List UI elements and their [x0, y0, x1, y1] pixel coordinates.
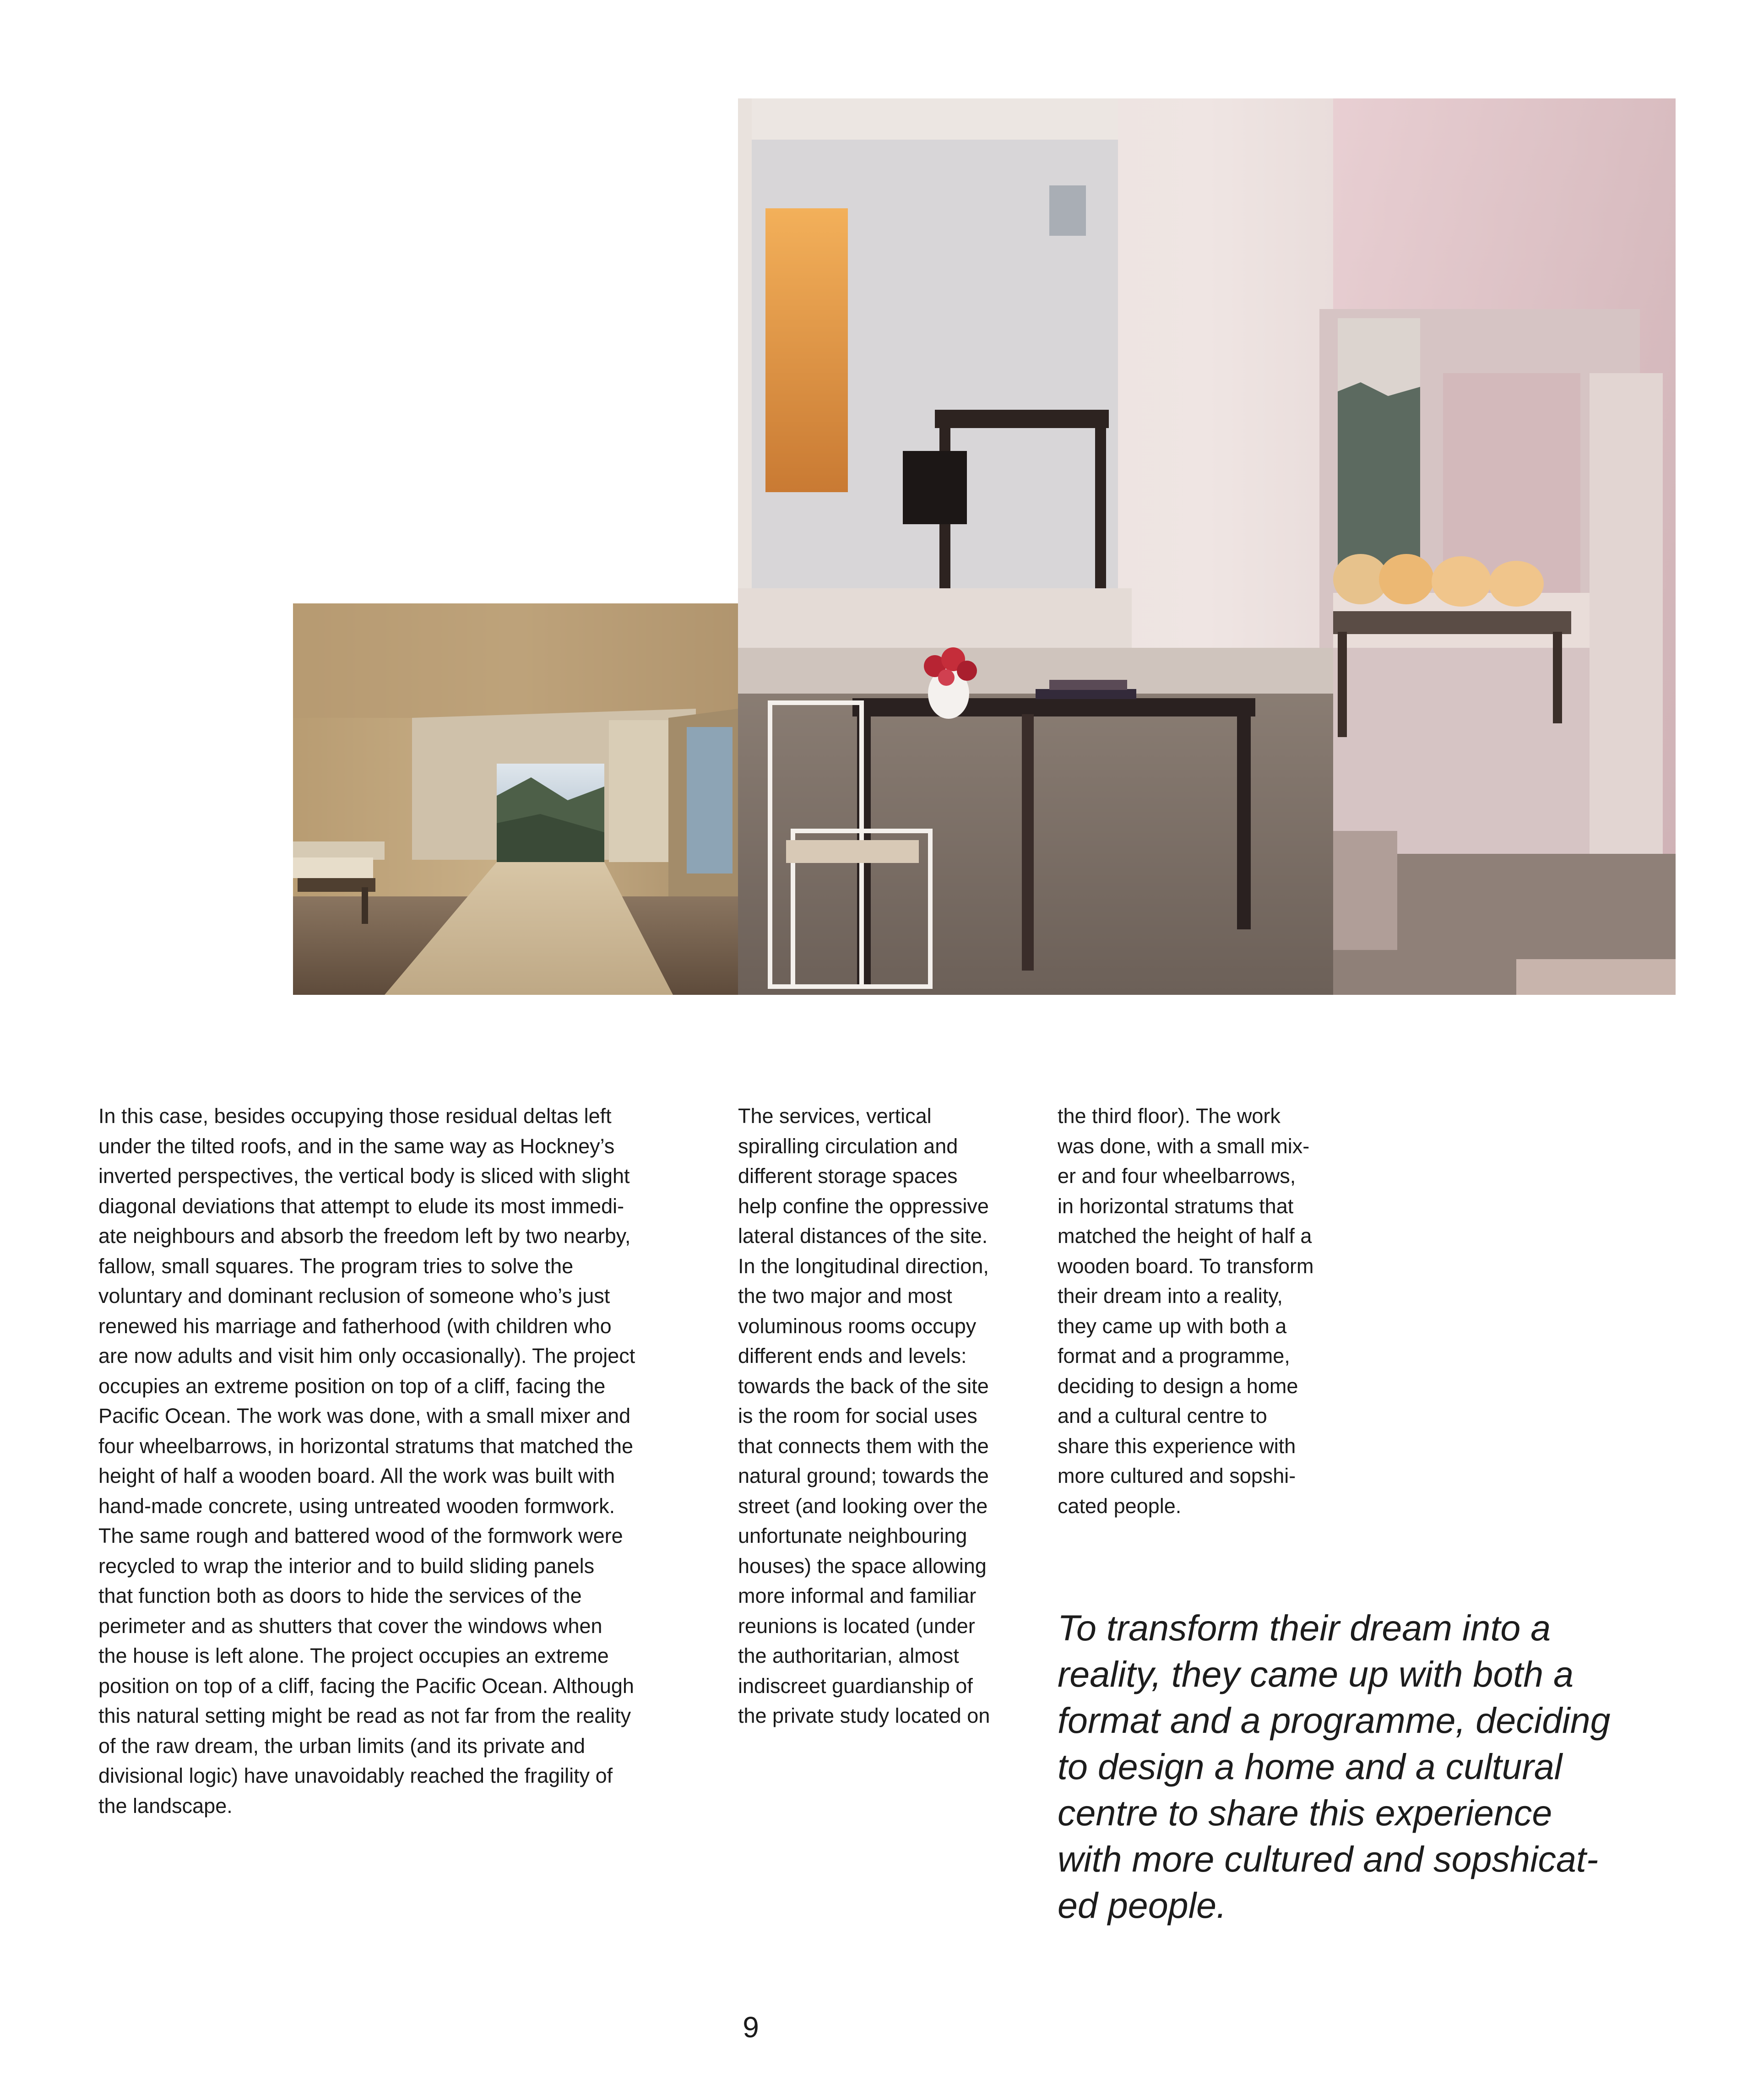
text-line: help confine the oppressive	[738, 1194, 989, 1218]
text-line: houses) the space allowing	[738, 1554, 987, 1578]
text-line: position on top of a cliff, facing the Pacific Ocean. Although	[98, 1674, 634, 1698]
text-line: spiralling circulation and	[738, 1134, 958, 1158]
text-line: is the room for social uses	[738, 1404, 977, 1427]
text-line: their dream into a reality,	[1058, 1284, 1283, 1308]
text-line: ate neighbours and absorb the freedom left by two nearby,	[98, 1224, 631, 1248]
body-text-column-3	[1058, 1101, 1369, 1521]
paragraph	[738, 1101, 1040, 1731]
text-line: the two major and most	[738, 1284, 952, 1308]
pull-quote-line: To transform their dream into a	[1058, 1607, 1551, 1648]
pull-quote	[1058, 1605, 1689, 1928]
photo-white-concrete-interior	[738, 98, 1676, 995]
paragraph	[1058, 1101, 1369, 1521]
text-line: matched the height of half a	[1058, 1224, 1312, 1248]
text-line: lateral distances of the site.	[738, 1224, 988, 1248]
text-line: and a cultural centre to	[1058, 1404, 1267, 1427]
text-line: share this experience with	[1058, 1434, 1296, 1458]
text-line: of the raw dream, the urban limits (and its private and	[98, 1734, 586, 1758]
text-line: are now adults and visit him only occasionally). The project	[98, 1344, 635, 1367]
pull-quote-line: to design a home and a cultural	[1058, 1746, 1563, 1787]
text-line: the house is left alone. The project occupies an extreme	[98, 1644, 609, 1667]
text-line: recycled to wrap the interior and to build sliding panels	[98, 1554, 595, 1578]
text-line: the authoritarian, almost	[738, 1644, 959, 1667]
text-line: renewed his marriage and fatherhood (with children who	[98, 1314, 612, 1338]
text-line: format and a programme,	[1058, 1344, 1290, 1367]
text-line: towards the back of the site	[738, 1374, 989, 1398]
text-line: unfortunate neighbouring	[738, 1524, 967, 1547]
text-line: The same rough and battered wood of the formwork were	[98, 1524, 623, 1547]
pull-quote-line: ed people.	[1058, 1885, 1227, 1926]
text-line: divisional logic) have unavoidably reached the fragility of	[98, 1764, 613, 1787]
text-line: natural ground; towards the	[738, 1464, 989, 1487]
text-line: the private study located on	[738, 1704, 990, 1727]
text-line: under the tilted roofs, and in the same way as Hockney’s	[98, 1134, 615, 1158]
text-line: diagonal deviations that attempt to elude its most immedi-	[98, 1194, 624, 1218]
text-line: indiscreet guardianship of	[738, 1674, 973, 1698]
text-line: occupies an extreme position on top of a cliff, facing the	[98, 1374, 606, 1398]
text-line: different storage spaces	[738, 1164, 958, 1188]
text-line: inverted perspectives, the vertical body is sliced with slight	[98, 1164, 630, 1188]
body-text-column-1	[98, 1101, 721, 1821]
text-line: voluminous rooms occupy	[738, 1314, 977, 1338]
text-line: The services, vertical	[738, 1104, 932, 1128]
text-line: that connects them with the	[738, 1434, 989, 1458]
text-line: that function both as doors to hide the services of the	[98, 1584, 582, 1607]
text-line: In the longitudinal direction,	[738, 1254, 989, 1278]
text-line: they came up with both a	[1058, 1314, 1287, 1338]
text-line: the landscape.	[98, 1794, 233, 1818]
text-line: street (and looking over the	[738, 1494, 988, 1518]
text-line: deciding to design a home	[1058, 1374, 1298, 1398]
text-line: four wheelbarrows, in horizontal stratums that matched the	[98, 1434, 634, 1458]
text-line: hand-made concrete, using untreated wooden formwork.	[98, 1494, 615, 1518]
pull-quote-line: centre to share this experience	[1058, 1792, 1552, 1833]
text-line: more informal and familiar	[738, 1584, 977, 1607]
text-line: was done, with a small mix-	[1058, 1134, 1310, 1158]
text-line: Pacific Ocean. The work was done, with a small mixer and	[98, 1404, 631, 1427]
text-line: reunions is located (under	[738, 1614, 975, 1638]
text-line: in horizontal stratums that	[1058, 1194, 1294, 1218]
text-line: fallow, small squares. The program tries to solve the	[98, 1254, 574, 1278]
photo-interior-coastal-view	[293, 603, 738, 995]
text-line: cated people.	[1058, 1494, 1182, 1518]
text-line: more cultured and sopshi-	[1058, 1464, 1296, 1487]
text-line: the third floor). The work	[1058, 1104, 1281, 1128]
pull-quote-line: with more cultured and sopshicat-	[1058, 1839, 1599, 1879]
paragraph	[98, 1101, 721, 1821]
text-line: voluntary and dominant reclusion of someone who’s just	[98, 1284, 610, 1308]
page-number: 9	[743, 2011, 759, 2044]
concrete-interior-image	[738, 98, 1676, 995]
text-line: this natural setting might be read as not far from the reality	[98, 1704, 631, 1727]
text-line: height of half a wooden board. All the work was built with	[98, 1464, 615, 1487]
pull-quote-line: reality, they came up with both a	[1058, 1654, 1574, 1694]
body-text-column-2	[738, 1101, 1040, 1731]
text-line: er and four wheelbarrows,	[1058, 1164, 1296, 1188]
interior-room-image	[293, 603, 738, 995]
text-line: wooden board. To transform	[1058, 1254, 1314, 1278]
text-line: perimeter and as shutters that cover the windows when	[98, 1614, 602, 1638]
text-line: different ends and levels:	[738, 1344, 967, 1367]
text-line: In this case, besides occupying those residual deltas left	[98, 1104, 612, 1128]
pull-quote-line: format and a programme, deciding	[1058, 1700, 1611, 1741]
